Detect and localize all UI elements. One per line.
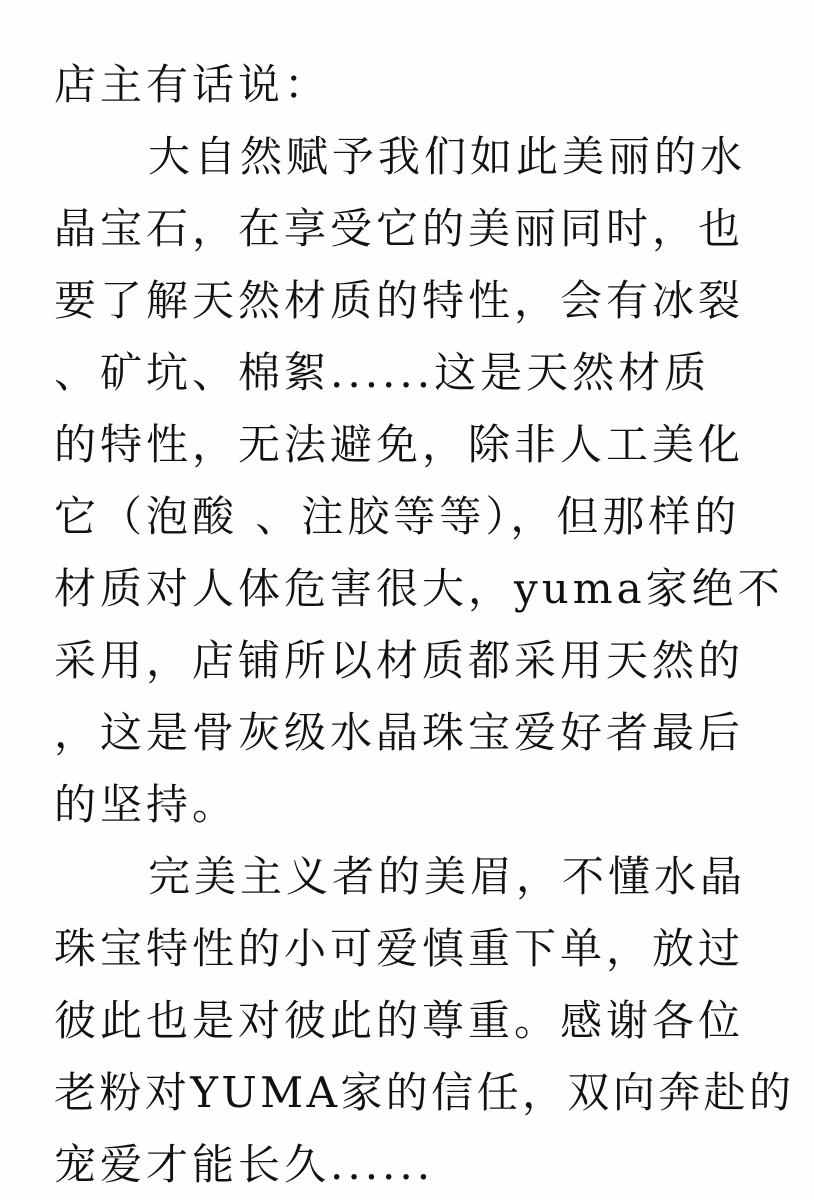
paragraph-1-line-2: 晶宝石，在享受它的美丽同时，也 — [54, 204, 745, 253]
paragraph-1-line-8: 采用，店铺所以材质都采用天然的 — [54, 636, 745, 685]
note-heading: 店主有话说： — [54, 60, 331, 109]
paragraph-2-line-5: 宠爱才能长久...... — [54, 1140, 435, 1189]
paragraph-1-line-10: 的坚持。 — [54, 780, 239, 829]
paragraph-1-line-6: 它（泡酸 、注胶等等），但那样的 — [54, 492, 741, 541]
paragraph-1-line-9: ，这是骨灰级水晶珠宝爱好者最后 — [54, 708, 745, 757]
paragraph-1-line-7: 材质对人体危害很大，yuma家绝不 — [54, 564, 784, 613]
paragraph-1-line-4: 、矿坑、棉絮......这是天然材质 — [54, 348, 711, 397]
paragraph-2-line-4: 老粉对YUMA家的信任，双向奔赴的 — [54, 1068, 795, 1117]
paragraph-1-line-3: 要了解天然材质的特性，会有冰裂 — [54, 276, 745, 325]
paragraph-1-line-5: 的特性，无法避免，除非人工美化 — [54, 420, 745, 469]
paragraph-2-line-3: 彼此也是对彼此的尊重。感谢各位 — [54, 996, 745, 1045]
paragraph-2-line-1: 完美主义者的美眉，不懂水晶 — [148, 852, 747, 901]
paragraph-2-line-2: 珠宝特性的小可爱慎重下单，放过 — [54, 924, 745, 973]
paragraph-1-line-1: 大自然赋予我们如此美丽的水 — [148, 132, 747, 181]
